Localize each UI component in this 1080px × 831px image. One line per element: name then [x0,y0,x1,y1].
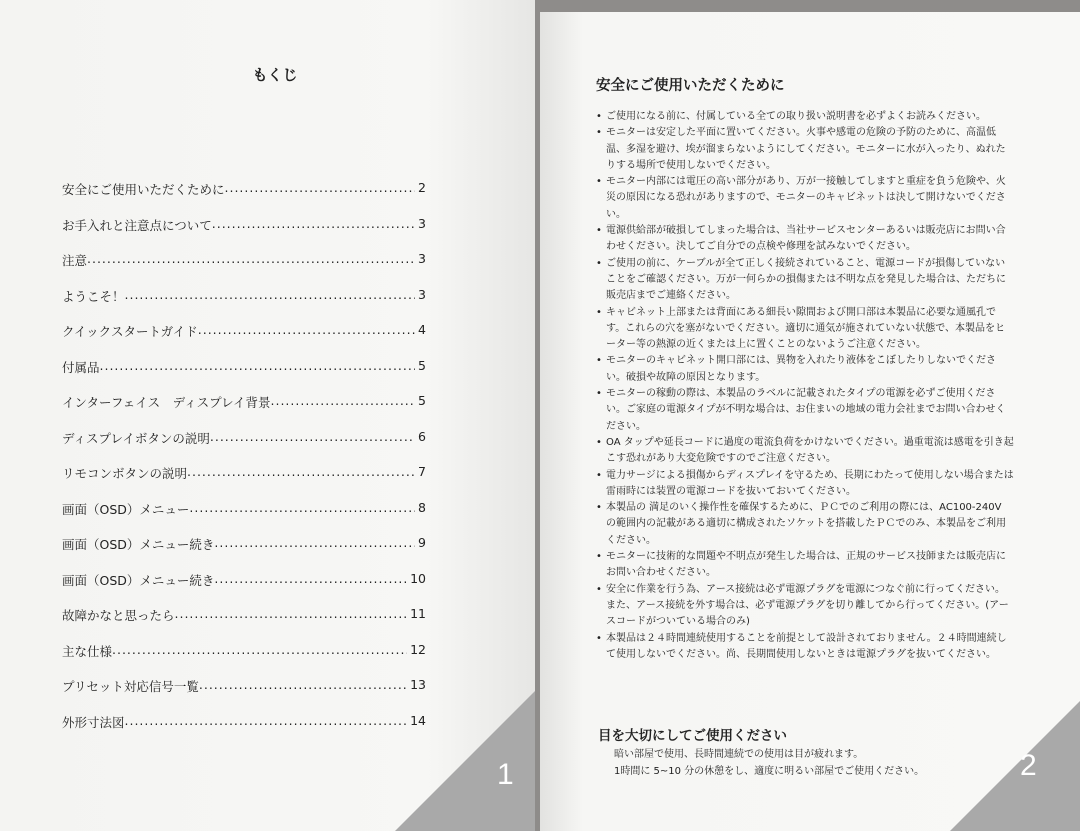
toc-entry[interactable] [62,500,426,518]
toc-page: 2 [418,180,426,195]
toc-label: 付属品 [62,359,100,375]
safety-item: • キャビネット上部または背面にある細長い隙間および開口部は本製品に必要な通風孔です。これらの穴を塞がないでください。適切に通気が施されていない状態で、本製品をヒーター等の熱源の近くまたは上に置くことのないようご注意ください。 [596,305,1014,354]
safety-item: • ご使用になる前に、付属している全ての取り扱い説明書を必ずよくお読みください。 [596,109,1014,125]
safety-item: • モニター内部には電圧の高い部分があり、万が一接触してしますと重症を負う危険や、火災の原因になる恐れがありますので、モニターのキャビネットは決して開けないでください。 [596,174,1014,223]
toc-leader [225,180,416,198]
toc-label: 画面（OSD）メニュー続き [62,537,215,552]
toc-label: 安全にご使用いただくために [62,182,225,197]
toc-leader [214,535,415,553]
toc-entry[interactable] [62,322,426,340]
toc-page: 7 [418,464,426,479]
safety-item: • モニターは安定した平面に置いてください。火事や感電の危険の予防のために、高温低温、多湿を避け、埃が溜まらないようにしてください。モニターに水が入ったり、ぬれたりする場所で使用しないでください。 [596,125,1014,174]
toc-entry[interactable] [62,677,426,695]
toc-label: お手入れと注意点について [62,217,212,233]
toc-entry[interactable] [62,713,426,731]
toc-page: 10 [410,570,426,586]
toc-label: ディスプレイボタンの説明 [62,430,210,446]
safety-list [596,109,1014,663]
toc-label: 主な仕様 [62,643,113,659]
corner-triangle [395,691,535,831]
toc-page: 9 [418,535,426,550]
safety-item: • モニターに技術的な問題や不明点が発生した場合は、正規のサービス技師または販売店にお問い合わせください。 [596,549,1014,582]
toc-leader [199,677,407,695]
eye-care-line: 暗い部屋で使用、長時間連続での使用は目が疲れます。 [614,749,864,760]
toc-leader [187,464,415,482]
safety-item: • ご使用の前に、ケーブルが全て正しく接続されていること、電源コードが損傷していないことをご確認ください。万が一何らかの損傷または不明な点を発見した場合は、ただちに販売店までご連絡ください。 [596,256,1014,305]
safety-item: • 本製品は２４時間連続使用することを前提として設計されておりません。２４時間連続して使用しないでください。尚、長期間使用しないときは電源プラグを抜いてください。 [596,631,1014,664]
toc-entry[interactable] [62,535,426,553]
toc-leader [210,429,415,447]
corner-triangle [950,701,1080,831]
toc-label: ようこそ！ [62,288,125,304]
toc-page: 3 [418,251,426,266]
toc-entry[interactable] [62,251,426,269]
toc-leader [100,358,416,376]
toc-entry[interactable] [62,571,426,589]
safety-item: • モニターのキャビネット開口部には、異物を入れたり液体をこぼしたりしないでください。破損や故障の原因となります。 [596,353,1014,386]
safety-item: • OA タップや延長コードに過度の電流負荷をかけないでください。過重電流は感電を引き起こす恐れがあり大変危険ですのでご注意ください。 [596,435,1014,468]
toc-leader [214,571,407,589]
toc-page: 5 [418,357,426,373]
toc-label: 画面（OSD）メニュー [62,501,190,517]
toc-label: クイックスタートガイド [62,324,198,339]
toc-entry[interactable] [62,464,426,482]
eye-care-line: 1時間に 5~10 分の休憩をし、適度に明るい部屋でご使用ください。 [614,766,925,777]
toc-page: 5 [418,393,426,408]
toc-leader [271,393,416,411]
toc-page: 6 [418,428,426,444]
toc-leader [125,287,416,305]
toc-page: 13 [410,677,426,692]
toc-label: リモコンボタンの説明 [62,466,188,481]
toc-entry[interactable] [62,429,426,447]
safety-item: • 電力サージによる損傷からディスプレイを守るため、長期にわたって使用しない場合または雷雨時には装置の電源コードを抜いておいてください。 [596,468,1014,501]
toc-title: もくじ [252,66,298,84]
toc-entry[interactable] [62,606,426,624]
safety-item: • 電源供給部が破損してしまった場合は、当社サービスセンターあるいは販売店にお問い合わせください。決してご自分での点検や修理を試みないでください。 [596,223,1014,256]
toc-page: 3 [418,286,426,302]
section-title: 安全にご使用いただくために [596,78,785,94]
toc-entry[interactable] [62,642,426,660]
page-number: 1 [497,758,514,791]
toc-entry[interactable] [62,216,426,234]
toc-page: 11 [410,606,426,621]
safety-item: • 安全に作業を行う為、アース接続は必ず電源プラグを電源につなぐ前に行ってください。また、アース接続を外す場合は、必ず電源プラグを切り離してから行ってください。(アースコードがついている場合のみ) [596,582,1014,631]
toc-label: インターフェイス ディスプレイ背景 [62,395,271,410]
toc-leader [212,216,415,234]
toc-label: 画面（OSD）メニュー続き [62,572,215,588]
toc-label: 注意 [62,253,88,268]
toc-page: 3 [418,215,426,231]
toc-entry[interactable] [62,180,426,198]
toc-page: 4 [418,322,426,337]
toc-page: 8 [418,499,426,515]
safety-item: • モニターの稼動の際は、本製品のラベルに記載されたタイプの電源を必ずご使用ください。ご家庭の電源タイプが不明な場合は、お住まいの地域の電力会社までお問い合わせください。 [596,386,1014,435]
toc-label: プリセット対応信号一覧 [62,679,199,694]
toc-entry[interactable] [62,287,426,305]
toc-leader [189,500,415,518]
toc-entry[interactable] [62,358,426,376]
page-number: 2 [1020,749,1037,782]
toc-leader [198,322,415,340]
toc-entry[interactable] [62,393,426,411]
toc-label: 故障かなと思ったら [62,608,175,623]
toc-leader [125,713,408,731]
eye-care-title: 目を大切にしてご使用ください [598,728,787,744]
toc-leader [175,606,408,624]
toc-leader [87,251,415,269]
toc-page: 14 [410,712,426,728]
left-page [0,0,535,831]
toc-page: 12 [410,641,426,657]
toc-label: 外形寸法図 [62,714,125,730]
safety-item: • 本製品の 満足のいく操作性を確保するために、ＰＣでのご利用の際には、AC100-240V の範囲内の記載がある適切に構成されたソケットを搭載したＰＣでのみ、本製品をご利用ください。 [596,500,1014,549]
toc-leader [112,642,407,660]
right-page [540,12,1080,831]
